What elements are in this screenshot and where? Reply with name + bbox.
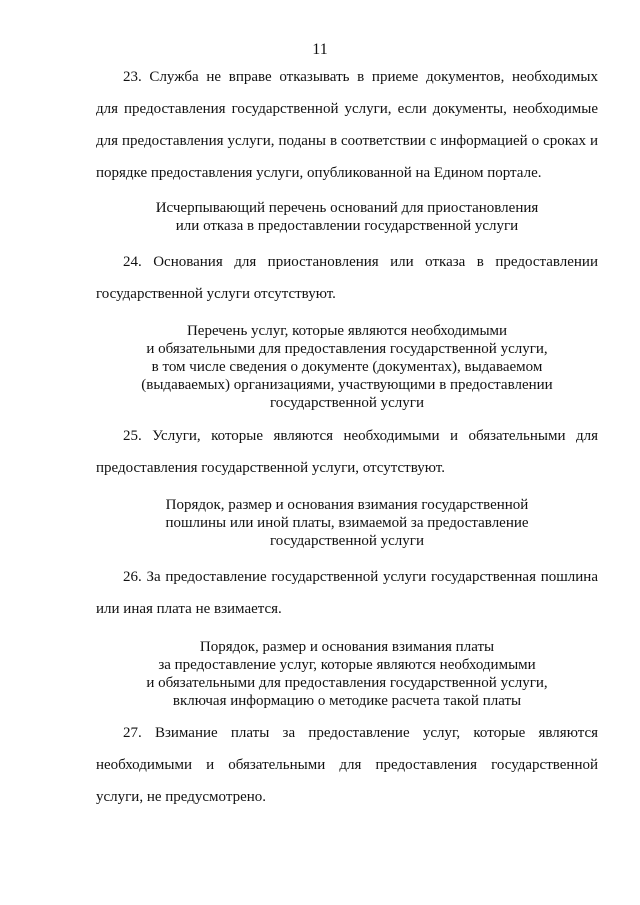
paragraph-line: услуги, не предусмотрено.: [96, 789, 267, 805]
paragraph-27: [96, 717, 598, 813]
paragraph-line: предоставления государственной услуги, отсутствуют.: [96, 460, 445, 476]
paragraph-line: 25. Услуги, которые являются необходимыми и обязательными для: [123, 428, 598, 444]
paragraph-line: или иная плата не взимается.: [96, 601, 282, 617]
paragraph-26: [96, 561, 598, 625]
paragraph-line: для предоставления государственной услуги, если документы, необходимые: [96, 101, 598, 117]
paragraph-24: [96, 246, 598, 310]
paragraph-line: 27. Взимание платы за предоставление услуг, которые являются: [123, 725, 598, 741]
heading-line: и обязательными для предоставления государственной услуги,: [146, 675, 548, 691]
section-heading-fee-procedure: [96, 638, 598, 710]
heading-line: включая информацию о методике расчета такой платы: [172, 693, 522, 709]
heading-line: государственной услуги: [270, 533, 424, 549]
heading-line: пошлины или иной платы, взимаемой за предоставление: [165, 515, 529, 531]
paragraph-line: порядке предоставления услуги, опубликованной на Едином портале.: [96, 165, 542, 181]
paragraph-23: [96, 61, 598, 189]
heading-line: Порядок, размер и основания взимания платы: [199, 639, 495, 655]
section-heading-state-duty: [96, 496, 598, 550]
section-heading-grounds-refusal: [96, 199, 598, 235]
heading-line: Исчерпывающий перечень оснований для приостановления: [155, 200, 539, 216]
paragraph-line: 24. Основания для приостановления или отказа в предоставлении: [123, 254, 598, 270]
paragraph-line: необходимыми и обязательными для предоставления государственной: [96, 757, 598, 773]
paragraph-line: 23. Служба не вправе отказывать в приеме документов, необходимых: [123, 69, 598, 85]
heading-line: в том числе сведения о документе (документах), выдаваемом: [151, 359, 543, 375]
heading-line: за предоставление услуг, которые являются необходимыми: [158, 657, 536, 673]
page-number: 11: [312, 41, 328, 58]
heading-line: Порядок, размер и основания взимания государственной: [165, 497, 529, 513]
heading-line: или отказа в предоставлении государственной услуги: [175, 218, 519, 234]
paragraph-line: 26. За предоставление государственной услуги государственная пошлина: [123, 569, 598, 585]
paragraph-25: [96, 420, 598, 484]
paragraph-line: государственной услуги отсутствуют.: [96, 286, 336, 302]
section-heading-required-services: [96, 322, 598, 412]
heading-line: и обязательными для предоставления государственной услуги,: [146, 341, 548, 357]
heading-line: (выдаваемых) организациями, участвующими в предоставлении: [141, 377, 553, 393]
paragraph-line: для предоставления услуги, поданы в соответствии с информацией о сроках и: [96, 133, 598, 149]
heading-line: государственной услуги: [270, 395, 424, 411]
heading-line: Перечень услуг, которые являются необходимыми: [186, 323, 508, 339]
